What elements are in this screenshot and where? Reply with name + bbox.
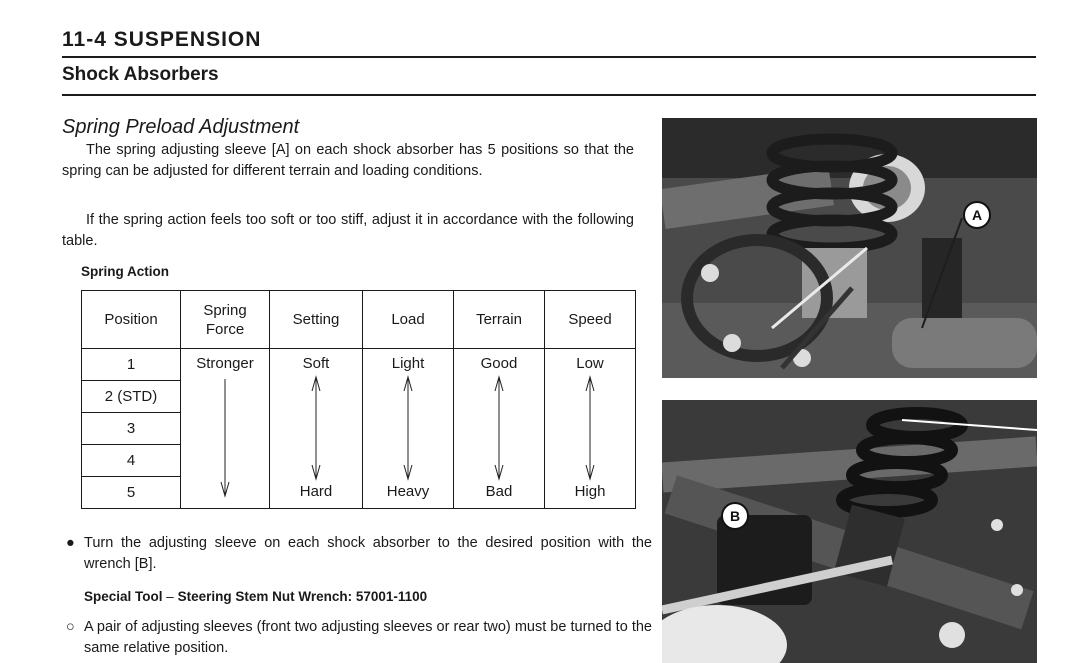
wrench-photo: [662, 400, 1037, 663]
shock-absorber-illustration: [662, 118, 1037, 378]
shock-absorber-photo: [662, 118, 1037, 378]
header-setting: Setting: [270, 291, 363, 349]
setting-cell: [270, 349, 363, 509]
special-tool-label: Special Tool: [84, 589, 163, 604]
position-cell: 3: [82, 413, 181, 445]
bullet-mark: ○: [66, 619, 75, 635]
position-cell: 1: [82, 349, 181, 381]
bullet-item: [66, 617, 652, 659]
load-top: Light: [391, 355, 425, 372]
intro-paragraph: [62, 140, 634, 182]
header-terrain: Terrain: [454, 291, 545, 349]
terrain-top: Good: [480, 355, 518, 372]
terrain-bottom: Bad: [485, 483, 513, 500]
double-arrow-icon: [454, 349, 544, 506]
spring-force-cell: [181, 349, 270, 509]
load-bottom: Heavy: [386, 483, 430, 500]
speed-bottom: High: [574, 483, 606, 500]
speed-top: Low: [576, 355, 604, 372]
header-spring-force-text: Spring Force: [203, 301, 247, 338]
header-speed: Speed: [545, 291, 636, 349]
load-cell: [363, 349, 454, 509]
instruction-paragraph: [62, 210, 634, 252]
bullet-text: A pair of adjusting sleeves (front two adjusting sleeves or rear two) must be turned to the same relative position.: [84, 619, 652, 656]
table-caption: Spring Action: [81, 264, 169, 279]
speed-cell: [545, 349, 636, 509]
bullet-text: Turn the adjusting sleeve on each shock absorber to the desired position with the wrench [B].: [84, 535, 652, 572]
bullet-item: [66, 533, 652, 575]
special-tool-dash: –: [166, 589, 174, 604]
position-cell: 2 (STD): [82, 381, 181, 413]
special-tool: [84, 589, 427, 604]
header-position: Position: [82, 291, 181, 349]
instruction-text: If the spring action feels too soft or too stiff, adjust it in accordance with the following table.: [62, 212, 634, 249]
table-header-row: [82, 291, 636, 349]
setting-top: Soft: [302, 355, 330, 372]
bullet-mark: ●: [66, 535, 75, 551]
table-row: [82, 349, 636, 381]
procedure-heading: Spring Preload Adjustment: [62, 116, 300, 138]
section-header: 11-4 SUSPENSION: [62, 28, 262, 51]
wrench-illustration: [662, 400, 1037, 663]
subsection-rule: [62, 94, 1036, 96]
callout-b: B: [721, 502, 749, 530]
terrain-cell: [454, 349, 545, 509]
spring-action-table: [81, 290, 636, 509]
header-load: Load: [363, 291, 454, 349]
header-rule: [62, 56, 1036, 58]
intro-text: The spring adjusting sleeve [A] on each shock absorber has 5 positions so that the spring can be adjusted for different terrain and loading conditions.: [62, 142, 634, 179]
callout-a: A: [963, 201, 991, 229]
subsection-title: Shock Absorbers: [62, 64, 219, 85]
down-arrow-icon: [181, 349, 269, 506]
special-tool-text: Steering Stem Nut Wrench: 57001-1100: [177, 589, 428, 604]
double-arrow-icon: [363, 349, 453, 506]
double-arrow-icon: [270, 349, 362, 506]
setting-bottom: Hard: [299, 483, 333, 500]
position-cell: 5: [82, 477, 181, 509]
spring-force-top: Stronger: [196, 355, 254, 372]
header-spring-force: [181, 291, 270, 349]
double-arrow-icon: [545, 349, 635, 506]
position-cell: 4: [82, 445, 181, 477]
